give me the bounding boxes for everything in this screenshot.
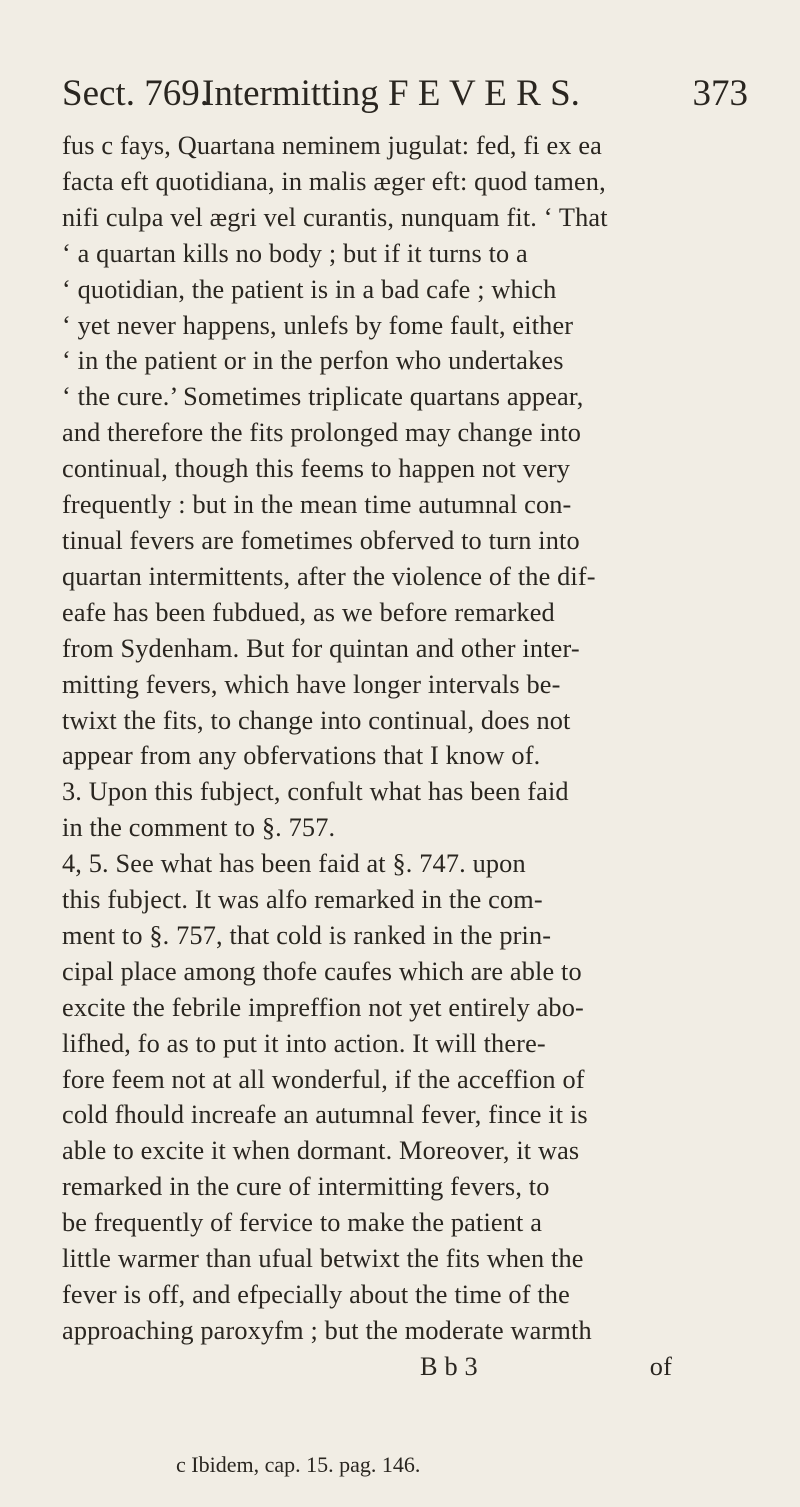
text-line: quartan intermittents, after the violence of the dif- (62, 561, 596, 591)
text-line: fore feem not at all wonderful, if the acceffion of (62, 1064, 585, 1094)
text-line: ‘ a quartan kills no body ; but if it turns to a (62, 238, 528, 268)
text-line: remarked in the cure of intermitting fevers, to (62, 1172, 550, 1202)
text-line: fever is off, and efpecially about the time of the (62, 1280, 570, 1309)
text-line: ment to §. 757, that cold is ranked in the prin- (62, 920, 552, 950)
page-number: 373 (692, 73, 748, 114)
running-title: Intermitting F E V E R S. (202, 73, 580, 114)
body-text (62, 128, 752, 1385)
section-number: Sect. 769. (62, 73, 209, 114)
text-line: from Sydenham. But for quintan and other inter- (62, 633, 580, 663)
text-line: ‘ quotidian, the patient is in a bad cafe ; which (62, 274, 557, 304)
text-line: cold fhould increafe an autumnal fever, fince it is (62, 1100, 588, 1130)
text-line: cipal place among thofe caufes which are able to (62, 956, 582, 986)
text-line: little warmer than ufual betwixt the fits when the (62, 1244, 584, 1274)
text-line: 3. Upon this fubject, confult what has been faid (62, 777, 569, 807)
text-line: excite the febrile impreffion not yet entirely abo- (62, 992, 584, 1022)
text-line: ‘ in the patient or in the perfon who undertakes (62, 346, 564, 376)
text-line: and therefore the fits prolonged may change into (62, 418, 582, 448)
text-line: frequently : but in the mean time autumnal con- (62, 490, 572, 520)
text-line: mitting fevers, which have longer intervals be- (62, 669, 561, 699)
text-line: be frequently of fervice to make the patient a (62, 1208, 543, 1238)
text-line: continual, though this feems to happen not very (62, 454, 571, 484)
text-line: ‘ the cure.’ Sometimes triplicate quartans appear, (62, 382, 584, 412)
text-line: approaching paroxyfm ; but the moderate warmth (62, 1315, 592, 1345)
text-line: facta eft quotidiana, in malis æger eft: quod tamen, (62, 166, 606, 196)
text-line: fus c fays, Quartana neminem jugulat: fed, fi ex ea (62, 131, 602, 160)
footnote: c Ibidem, cap. 15. pag. 146. (176, 1452, 421, 1477)
text-line: ‘ yet never happens, unlefs by fome fault, either (62, 310, 574, 340)
text-line: appear from any obfervations that I know of. (62, 741, 541, 771)
text-line: eafe has been fubdued, as we before remarked (62, 597, 555, 627)
text-line: tinual fevers are fometimes obferved to turn into (62, 525, 580, 555)
text-line: lifhed, fo as to put it into action. It will there- (62, 1028, 546, 1058)
text-line: nifi culpa vel ægri vel curantis, nunquam fit. ‘ That (62, 202, 608, 232)
text-line: twixt the fits, to change into continual, does not (62, 705, 571, 735)
catchword: of (649, 1351, 672, 1381)
signature-line (62, 1349, 752, 1385)
signature-mark: B b 3 (420, 1351, 478, 1381)
text-line: 4, 5. See what has been faid at §. 747. upon (62, 849, 526, 879)
text-line: in the comment to §. 757. (62, 813, 336, 843)
text-line: this fubject. It was alfo remarked in the com- (62, 885, 543, 915)
text-line: able to excite it when dormant. Moreover, it was (62, 1136, 580, 1166)
